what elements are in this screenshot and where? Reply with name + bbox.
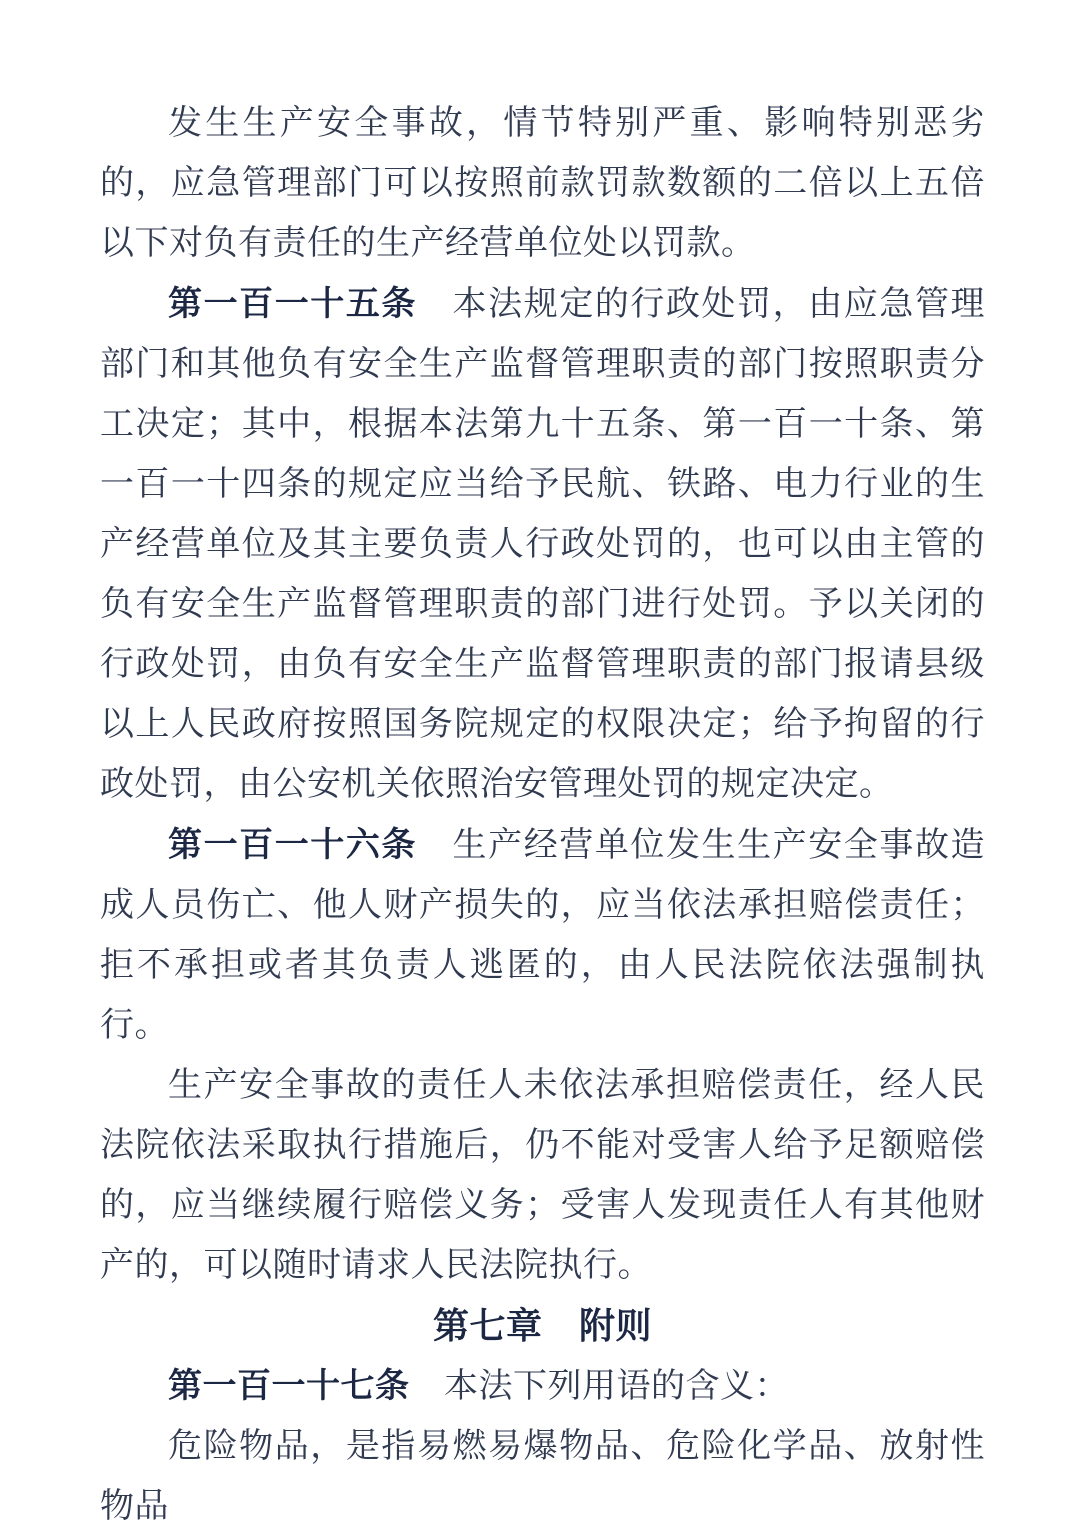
- paragraph-article-115: [100, 274, 985, 815]
- paragraph-penalty-multiplier: [100, 94, 985, 274]
- paragraph-text: 本法规定的行政处罚，由应急管理部门和其他负有安全生产监督管理职责的部门按照职责分工决定；其中，根据本法第九十五条、第一百一十条、第一百一十四条的规定应当给予民航、铁路、电力行业的生产经营单位及其主要负责人行政处罚的，也可以由主管的负有安全生产监督管理职责的部门进行处罚。予以关闭的行政处罚，由负有安全生产监督管理职责的部门报请县级以上人民政府按照国务院规定的权限决定；给予拘留的行政处罚，由公安机关依照治安管理处罚的规定决定。: [100, 286, 986, 803]
- paragraph-article-117: [100, 1356, 985, 1417]
- paragraph-text: 发生生产安全事故，情节特别严重、影响特别恶劣的，应急管理部门可以按照前款罚款数额的二倍以上五倍以下对负有责任的生产经营单位处以罚款。: [100, 105, 985, 262]
- chapter-heading-text: 第七章 附则: [432, 1305, 652, 1346]
- article-number-117: 第一百一十七条: [168, 1367, 410, 1405]
- article-number-116: 第一百一十六条: [168, 826, 417, 864]
- article-number-115: 第一百一十五条: [168, 285, 417, 323]
- paragraph-text: 本法下列用语的含义：: [409, 1368, 789, 1405]
- paragraph-article-116: [100, 815, 985, 1056]
- paragraph-compensation-liability: [100, 1056, 985, 1296]
- paragraph-dangerous-goods-definition: [100, 1417, 985, 1537]
- paragraph-text: 生产经营单位发生生产安全事故造成人员伤亡、他人财产损失的，应当依法承担赔偿责任；拒不承担或者其负责人逃匿的，由人民法院依法强制执行。: [100, 827, 986, 1044]
- paragraph-text: 生产安全事故的责任人未依法承担赔偿责任，经人民法院依法采取执行措施后，仍不能对受害人给予足额赔偿的，应当继续履行赔偿义务；受害人发现责任人有其他财产的，可以随时请求人民法院执行。: [100, 1067, 985, 1284]
- paragraph-text: 危险物品，是指易燃易爆物品、危险化学品、放射性物品: [100, 1428, 985, 1525]
- chapter-heading: [100, 1296, 985, 1356]
